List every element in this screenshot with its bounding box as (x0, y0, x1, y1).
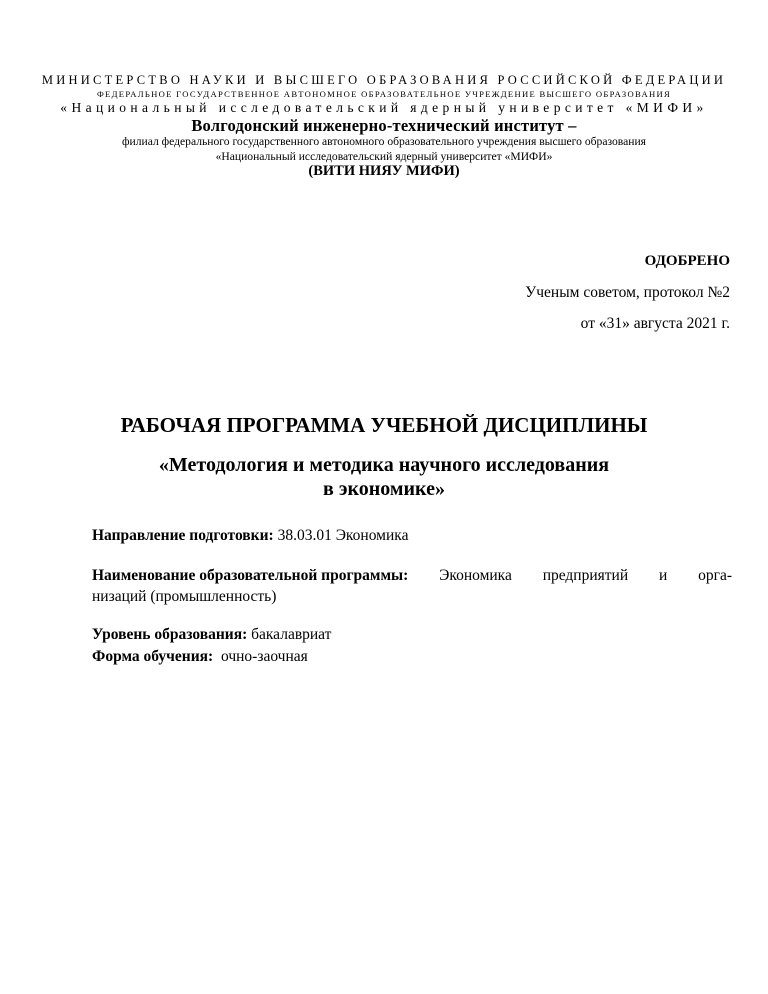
branch-description-line2: «Национальный исследовательский ядерный университет «МИФИ» (215, 150, 553, 163)
approval-council: Ученым советом, протокол №2 (525, 284, 730, 301)
institute-name: Волгодонский инженерно-технический институт – (191, 116, 577, 135)
level-label: Уровень образования: (92, 626, 248, 643)
university-name: «Национальный исследовательский ядерный университет «МИФИ» (60, 100, 708, 115)
approval-date: от «31» августа 2021 г. (580, 315, 730, 332)
level-value: бакалавриат (251, 626, 332, 643)
program-value-word: Экономика (439, 567, 512, 584)
ministry-name: МИНИСТЕРСТВО НАУКИ И ВЫСШЕГО ОБРАЗОВАНИЯ РОССИЙСКОЙ ФЕДЕРАЦИИ (41, 73, 727, 87)
direction-value: 38.03.01 Экономика (277, 527, 409, 544)
discipline-name-line2: в экономике» (323, 478, 445, 500)
level-field (92, 626, 331, 644)
program-label: Наименование образовательной программы: (92, 567, 409, 584)
federal-institution-name: ФЕДЕРАЛЬНОЕ ГОСУДАРСТВЕННОЕ АВТОНОМНОЕ ОБРАЗОВАТЕЛЬНОЕ УЧРЕЖДЕНИЕ ВЫСШЕГО ОБРАЗОВАНИЯ (96, 89, 672, 99)
institute-abbreviation: (ВИТИ НИЯУ МИФИ) (308, 163, 460, 179)
direction-label: Направление подготовки: (92, 527, 274, 544)
program-value-word: предприятий (542, 567, 629, 584)
approval-status: ОДОБРЕНО (644, 253, 730, 269)
document-title: РАБОЧАЯ ПРОГРАММА УЧЕБНОЙ ДИСЦИПЛИНЫ (120, 413, 648, 437)
program-field (92, 567, 732, 585)
form-value: очно-заочная (220, 648, 308, 665)
form-field (92, 648, 308, 666)
program-value-word: и (658, 567, 668, 584)
form-label: Форма обучения: (92, 648, 214, 665)
program-value-line2: низаций (промышленность) (92, 588, 277, 605)
direction-field (92, 527, 408, 545)
branch-description-line1: филиал федерального государственного автономного образовательного учреждения высшего образования (121, 135, 646, 148)
program-value-word: орга- (698, 567, 732, 584)
discipline-name-line1: «Методология и методика научного исследования (158, 454, 610, 476)
